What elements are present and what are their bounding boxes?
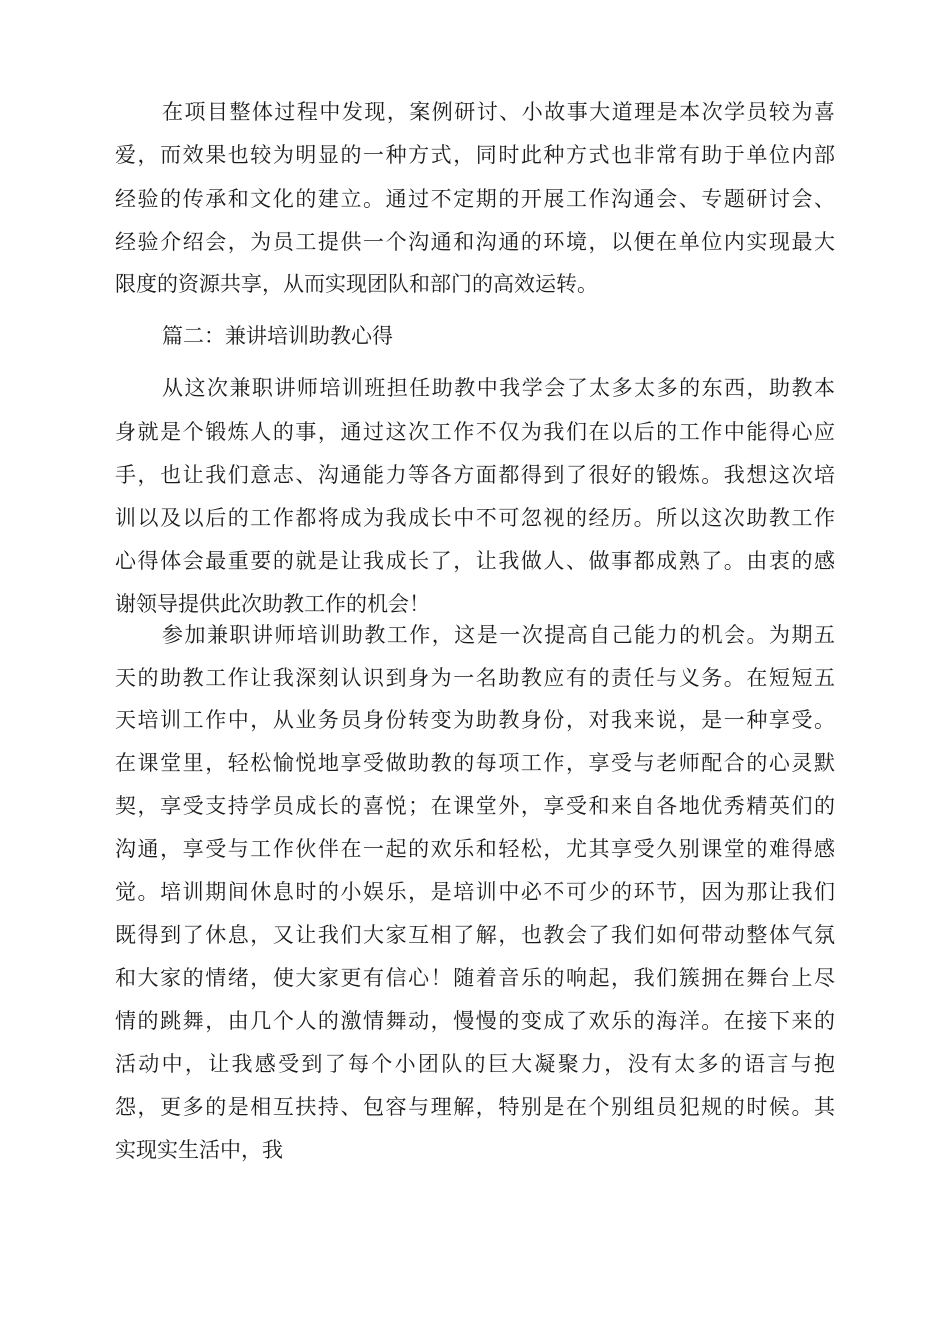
- paragraph-2-line-1: 从这次兼职讲师培训班担任助教中我学会了太多太多的东西，助教本: [162, 376, 835, 400]
- paragraph-3-line-5: 契，享受支持学员成长的喜悦；在课堂外，享受和来自各地优秀精英们的: [115, 794, 835, 818]
- paragraph-3-line-12: 怨，更多的是相互扶持、包容与理解，特别是在个别组员犯规的时候。其: [115, 1095, 835, 1119]
- paragraph-3-line-3: 天培训工作中，从业务员身份转变为助教身份，对我来说，是一种享受。: [115, 708, 835, 732]
- paragraph-1-line-4: 经验介绍会，为员工提供一个沟通和沟通的环境，以便在单位内实现最大: [115, 230, 835, 254]
- paragraph-2-line-4: 训以及以后的工作都将成为我成长中不可忽视的经历。所以这次助教工作: [115, 506, 835, 530]
- paragraph-3-line-11: 活动中，让我感受到了每个小团队的巨大凝聚力，没有太多的语言与抱: [115, 1052, 835, 1076]
- paragraph-1-line-2: 爱，而效果也较为明显的一种方式，同时此种方式也非常有助于单位内部: [115, 143, 835, 167]
- paragraph-2-line-2: 身就是个锻炼人的事，通过这次工作不仅为我们在以后的工作中能得心应: [115, 420, 835, 444]
- paragraph-3-line-9: 和大家的情绪，使大家更有信心！随着音乐的响起，我们簇拥在舞台上尽: [115, 966, 835, 990]
- paragraph-1-line-1: 在项目整体过程中发现，案例研讨、小故事大道理是本次学员较为喜: [162, 100, 835, 124]
- paragraph-2-line-3: 手，也让我们意志、沟通能力等各方面都得到了很好的锻炼。我想这次培: [115, 463, 835, 487]
- paragraph-3-line-2: 天的助教工作让我深刻认识到身为一名助教应有的责任与义务。在短短五: [115, 666, 835, 690]
- paragraph-3-line-6: 沟通，享受与工作伙伴在一起的欢乐和轻松，尤其享受久别课堂的难得感: [115, 837, 835, 861]
- paragraph-3-line-13: 实现实生活中，我: [115, 1138, 283, 1162]
- paragraph-1-line-3: 经验的传承和文化的建立。通过不定期的开展工作沟通会、专题研讨会、: [115, 187, 835, 211]
- paragraph-3-line-4: 在课堂里，轻松愉悦地享受做助教的每项工作，享受与老师配合的心灵默: [115, 751, 835, 775]
- paragraph-2-line-6: 谢领导提供此次助教工作的机会！: [115, 592, 430, 616]
- paragraph-3-line-10: 情的跳舞，由几个人的激情舞动，慢慢的变成了欢乐的海洋。在接下来的: [115, 1009, 835, 1033]
- paragraph-1-line-5: 限度的资源共享，从而实现团队和部门的高效运转。: [115, 272, 598, 296]
- paragraph-3-line-7: 觉。培训期间休息时的小娱乐，是培训中必不可少的环节，因为那让我们: [115, 880, 835, 904]
- paragraph-2-line-5: 心得体会最重要的就是让我成长了，让我做人、做事都成熟了。由衷的感: [115, 549, 835, 573]
- paragraph-3-line-1: 参加兼职讲师培训助教工作，这是一次提高自己能力的机会。为期五: [162, 623, 835, 647]
- paragraph-3-line-8: 既得到了休息，又让我们大家互相了解，也教会了我们如何带动整体气氛: [115, 923, 835, 947]
- section-heading: 篇二：兼讲培训助教心得: [162, 324, 393, 348]
